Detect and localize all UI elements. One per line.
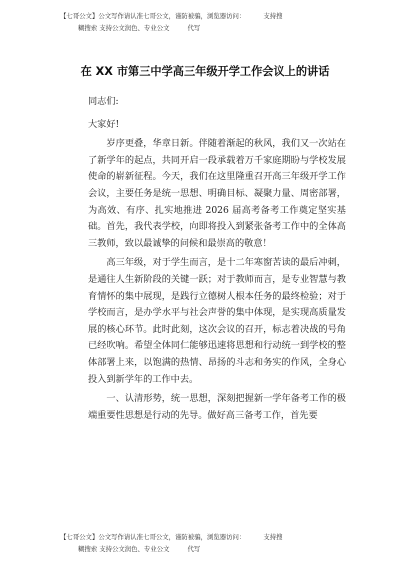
footer-banner (60, 531, 360, 555)
footer-banner-line-2: 糊搜索 支持公文润色、专业公文 代写 (78, 545, 201, 553)
header-banner (60, 10, 360, 34)
document-body (88, 94, 346, 424)
header-banner-line-1: 【七哥公文】公文写作请认准七哥公文，谨防被骗，浏览器访问： 支持搜 (60, 12, 283, 20)
document-title: 在 XX 市第三中学高三年级开学工作会议上的讲话 (80, 65, 330, 78)
paragraph-3: 一、认清形势，统一思想，深刻把握新一学年备考工作的极端重要性思想是行动的先导。做好高三备考工作，首先要 (88, 393, 346, 421)
paragraph-1: 岁序更叠，华章日新。伴随着渐起的秋风，我们又一次站在了新学年的起点，共同开启一段承载着万千家庭期盼与学校发展使命的崭新征程。今天，我们在这里隆重召开高三年级开学工作会议，主要任务是统一思想、明确目标、凝聚力量、周密部署，为高效、有序、扎实地推进 2026 届高考备考工作奠定坚实基础。首先，我代表学校，向即将投入到紧张备考工作中的全体高三教师，致以最诚挚的问候和最崇高的敬意！ (88, 138, 346, 249)
paragraph-2: 高三年级，对于学生而言，是十二年寒窗苦读的最后冲刺，是通往人生新阶段的关键一跃；对于教师而言，是专业智慧与教育情怀的集中展现，是践行立德树人根本任务的最终检验；对于学校而言，是办学水平与社会声誉的集中体现，是实现高质量发展的核心环节。此时此刻，这次会议的召开，标志着决战的号角已经吹响。希望全体同仁能够迅速将思想和行动统一到学校的整体部署上来，以饱满的热情、昂扬的斗志和务实的作风，全身心投入到新学年的工作中去。 (88, 257, 346, 385)
header-banner-line-2: 糊搜索 支持公文润色、专业公文 代写 (78, 24, 201, 32)
greeting: 大家好! (88, 118, 120, 130)
salutation: 同志们: (88, 96, 119, 107)
footer-banner-line-1: 【七哥公文】公文写作请认准七哥公文，谨防被骗，浏览器访问： 支持搜 (60, 533, 283, 541)
